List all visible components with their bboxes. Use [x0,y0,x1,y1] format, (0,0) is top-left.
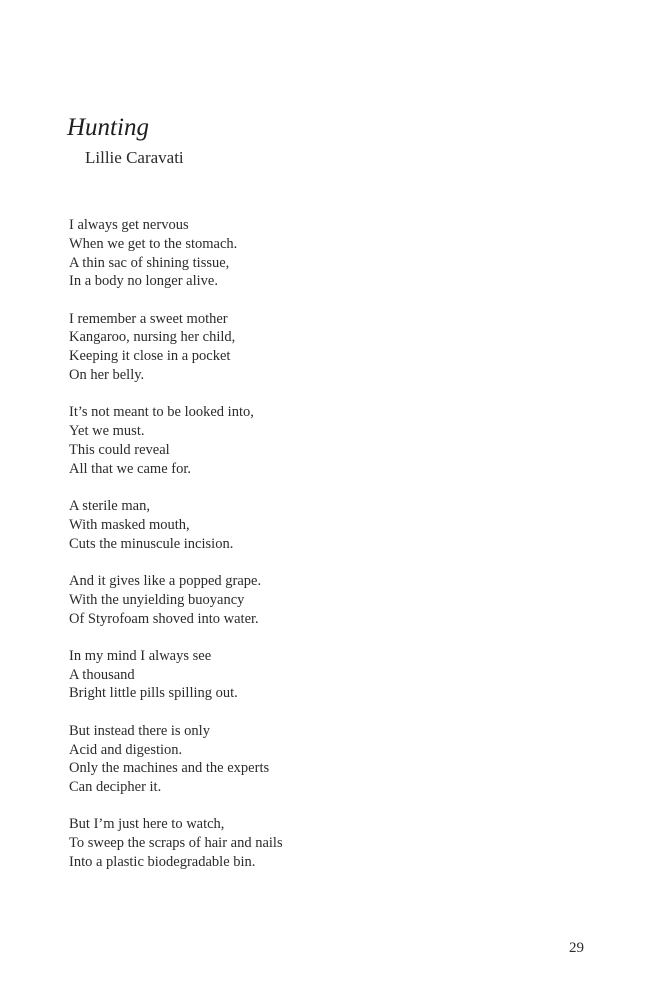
poem-body [69,216,589,890]
poem-line: To sweep the scraps of hair and nails [69,835,283,852]
poem-line: I always get nervous [69,217,189,233]
poem-line: All that we came for. [69,460,191,477]
poem-line: A thousand [69,666,135,683]
poem-line: A thin sac of shining tissue, [69,254,230,271]
poem-line: Cuts the minuscule incision. [69,535,234,552]
poem-line: But I’m just here to watch, [69,816,225,833]
poem-line: Of Styrofoam shoved into water. [69,610,259,627]
page-number: 29 [569,940,584,956]
stanza [69,722,589,797]
stanza [69,310,589,385]
poem-line: I remember a sweet mother [69,310,228,327]
poem-line: With masked mouth, [69,516,190,533]
poem-line: Bright little pills spilling out. [69,685,238,702]
poem-line: Kangaroo, nursing her child, [69,329,236,346]
stanza [69,815,589,871]
stanza [69,497,589,553]
poem-line: Keeping it close in a pocket [69,348,231,365]
poem-line: But instead there is only [69,722,210,739]
poem-line: On her belly. [69,367,145,384]
poem-title: Hunting [67,114,149,141]
poem-line: It’s not meant to be looked into, [69,404,254,421]
poem-line: This could reveal [69,441,170,458]
poem-line: And it gives like a popped grape. [69,572,262,589]
poem-line: Only the machines and the experts [69,760,270,777]
poem-author: Lillie Caravati [85,148,184,167]
poem-line: Yet we must. [69,423,145,440]
poem-line: A sterile man, [69,498,150,515]
stanza [69,572,589,628]
poem-line: When we get to the stomach. [69,235,238,252]
stanza [69,403,589,478]
poem-line: Acid and digestion. [69,741,183,758]
poem-line: In my mind I always see [69,647,212,664]
stanza [69,647,589,703]
poem-line: With the unyielding buoyancy [69,591,245,608]
poem-line: Into a plastic biodegradable bin. [69,854,256,871]
poem-line: In a body no longer alive. [69,273,218,290]
poem-line: Can decipher it. [69,779,162,796]
stanza [69,216,589,291]
